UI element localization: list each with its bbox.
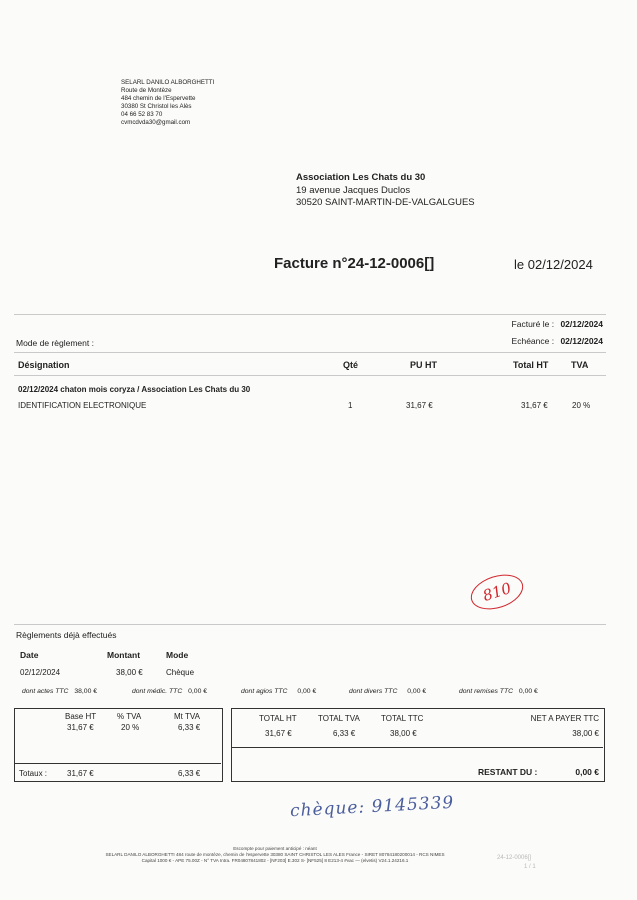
header-tva: TVA: [571, 360, 589, 370]
payment-mode: Chèque: [166, 668, 195, 677]
detail-acts: [22, 688, 97, 695]
sender-block: [121, 79, 214, 127]
billed-row: [512, 319, 603, 329]
header-qty: Qté: [343, 360, 359, 370]
handwritten-cheque-note: chèque: 9145339: [289, 792, 455, 822]
sender-line: 30380 St Christol les Alès: [121, 103, 192, 110]
detail-value: 0,00 €: [188, 688, 208, 695]
net-amount: 38,00 €: [572, 729, 599, 738]
row-qty: 1: [348, 401, 353, 410]
vat-totals-amount: 6,33 €: [178, 769, 201, 778]
vat-box-divider: [15, 763, 221, 764]
header-pu-ht: PU HT: [410, 360, 437, 370]
footer-ref: 24-12-0006[]: [497, 855, 532, 861]
detail-label: dont actes TTC: [22, 688, 69, 695]
billed-label: Facturé le :: [511, 319, 555, 329]
detail-label: dont divers TTC: [349, 688, 398, 695]
total-ht: 31,67 €: [265, 729, 292, 738]
header-total-ht: Total HT: [513, 360, 549, 370]
payment-date: 02/12/2024: [20, 668, 61, 677]
sender-email: cvmcdvda30@gmail.com: [121, 119, 191, 126]
divider: [14, 375, 606, 376]
detail-medic: [132, 688, 207, 695]
recipient-block: [296, 172, 475, 210]
totals-box-divider: [232, 747, 603, 748]
vat-amount: 6,33 €: [178, 723, 201, 732]
footer-line: SELARL DANILO ALBORGHETTI 484 route de montèze, chemin de l'espervette 30380 SAINT CHRISTOL LES ALES France - SIRET 80784180200014 - RCS NIMES: [105, 852, 445, 857]
row-total-ht: 31,67 €: [521, 401, 548, 410]
divider: [14, 314, 606, 315]
detail-value: 0,00 €: [297, 688, 317, 695]
payments-header-mode: Mode: [166, 650, 189, 660]
invoice-date: le 02/12/2024: [514, 257, 593, 272]
handwritten-stamp: 810: [466, 568, 527, 615]
net-label: NET A PAYER TTC: [530, 714, 599, 723]
sender-line: 484 chemin de l'Espervette: [121, 95, 196, 102]
group-title: 02/12/2024 chaton mois coryza / Association Les Chats du 30: [18, 385, 251, 394]
footer-page: 1 / 1: [524, 864, 536, 870]
vat-header-base: Base HT: [65, 712, 97, 721]
payment-amount: 38,00 €: [116, 668, 143, 677]
detail-label: dont médic. TTC: [132, 688, 183, 695]
footer-line: Capital 1000 € - APE 75.00Z - N° TVA Intra. FR04807841802 - [NF203] E.302 S- [NF525] 8 E213-4 #vac — (elvetis) V24.1.24216.1: [141, 858, 409, 863]
total-ht-label: TOTAL HT: [259, 714, 297, 723]
detail-agios: [241, 688, 316, 695]
sender-line: Route de Montèze: [121, 87, 172, 94]
total-ttc-label: TOTAL TTC: [381, 714, 424, 723]
header-designation: Désignation: [18, 360, 70, 370]
total-ttc: 38,00 €: [390, 729, 417, 738]
payments-title: Règlements déjà effectués: [16, 630, 117, 640]
detail-divers: [349, 688, 426, 695]
detail-label: dont agios TTC: [241, 688, 288, 695]
vat-header-amount: Mt TVA: [174, 712, 200, 721]
footer-line: Escompte pour paiement anticipé : néant: [233, 846, 317, 851]
payment-mode-label: Mode de règlement :: [16, 338, 94, 348]
payments-header-date: Date: [20, 650, 39, 660]
row-pu-ht: 31,67 €: [406, 401, 433, 410]
recipient-name: Association Les Chats du 30: [296, 172, 426, 183]
remaining-amount: 0,00 €: [575, 767, 599, 777]
due-row: [512, 336, 603, 346]
detail-value: 0,00 €: [518, 688, 538, 695]
billed-date: 02/12/2024: [560, 319, 603, 329]
due-label: Echéance :: [511, 336, 555, 346]
row-designation: IDENTIFICATION ELECTRONIQUE: [18, 401, 147, 410]
recipient-address2: 30520 SAINT-MARTIN-DE-VALGALGUES: [296, 197, 475, 208]
detail-value: 38,00 €: [74, 688, 98, 695]
detail-label: dont remises TTC: [459, 688, 514, 695]
due-date: 02/12/2024: [560, 336, 603, 346]
vat-totals-label: Totaux :: [19, 769, 48, 778]
divider: [14, 352, 606, 353]
detail-remises: [459, 688, 538, 695]
divider: [14, 624, 606, 625]
vat-header-rate: % TVA: [117, 712, 142, 721]
sender-line: 04 66 52 83 70: [121, 111, 163, 118]
detail-value: 0,00 €: [407, 688, 427, 695]
vat-rate: 20 %: [121, 723, 140, 732]
payments-header-amount: Montant: [107, 650, 141, 660]
remaining-label: RESTANT DU :: [478, 767, 538, 777]
recipient-address1: 19 avenue Jacques Duclos: [296, 184, 411, 196]
vat-base: 31,67 €: [67, 723, 94, 732]
total-tva-label: TOTAL TVA: [318, 714, 360, 723]
vat-totals-base: 31,67 €: [67, 769, 94, 778]
invoice-title: Facture n°24-12-0006[]: [274, 255, 435, 272]
footer: [60, 846, 490, 864]
total-tva: 6,33 €: [333, 729, 356, 738]
row-tva: 20 %: [572, 401, 591, 410]
sender-name: SELARL DANILO ALBORGHETTI: [121, 79, 215, 86]
